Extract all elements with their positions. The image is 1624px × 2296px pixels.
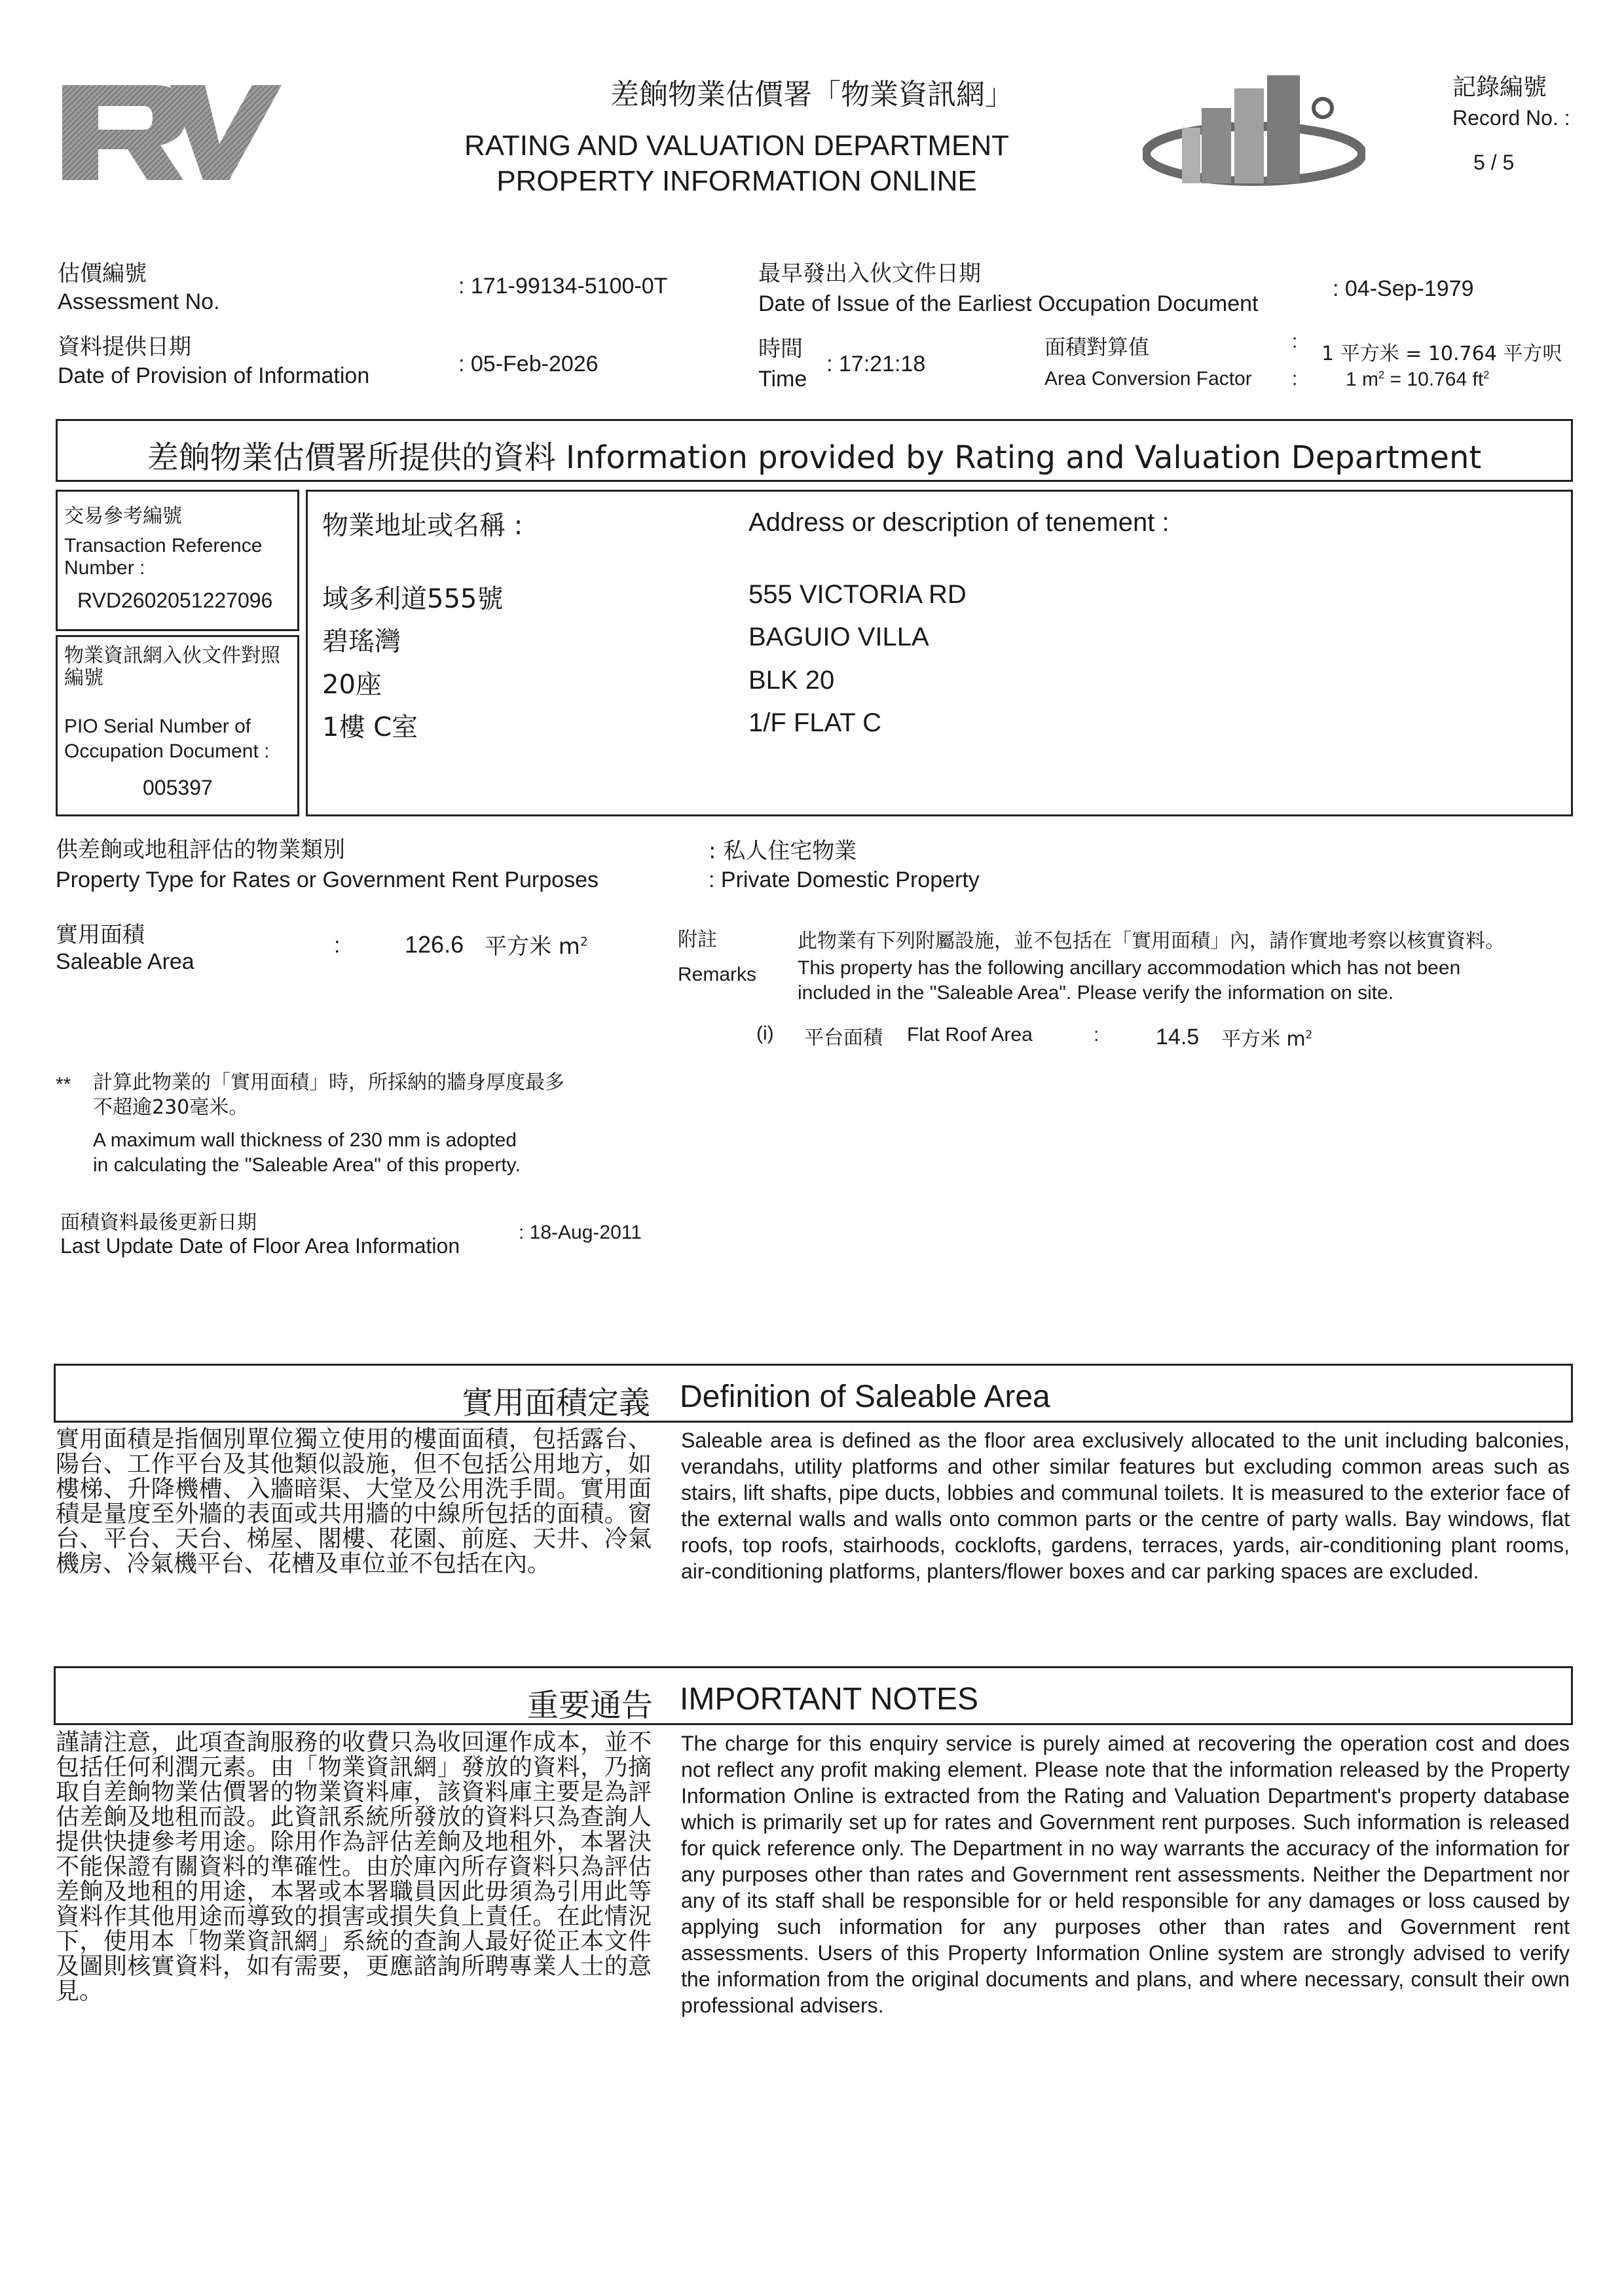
saleable-area-unit: 平方米 $m^2$ — [485, 934, 588, 960]
wall-note-marker: ** — [56, 1074, 71, 1095]
provision-date-label-en: Date of Provision of Information — [58, 363, 370, 388]
wall-note-zh-1: 計算此物業的「實用面積」時，所採納的牆身厚度最多 — [93, 1071, 564, 1094]
definition-heading-box — [54, 1364, 1573, 1423]
notes-heading-box — [54, 1666, 1573, 1725]
conversion-colon-1: : — [1292, 331, 1298, 352]
last-update-label-en: Last Update Date of Floor Area Information — [60, 1234, 460, 1258]
remarks-item-index: (i) — [756, 1023, 774, 1044]
record-number: 5 / 5 — [1473, 151, 1515, 174]
transaction-reference-number: RVD2602051227096 — [77, 589, 273, 612]
notes-text-zh: 謹請注意，此項查詢服務的收費只為收回運作成本，並不包括任何利潤元素。由「物業資訊網」發放的資料，乃摘取自差餉物業估價署的物業資料庫，該資料庫主要是為評估差餉及地租而設。此資訊系統所發放的資料只為查詢人提供快捷參考用途。除用作為評估差餉及地租外，本署決不能保證有關資料的準確性。由於庫內所存資料只為評估差餉及地租的用途，本署或本署職員因此毋須為引用此等資料作其他用途而導致的損害或損失負上責任。在此情況下，使用本「物業資訊網」系統的查詢人最好從正本文件及圖則核實資料，如有需要，更應諮詢所聘專業人士的意見。 — [56, 1729, 652, 2005]
transaction-reference-box — [56, 490, 299, 631]
info-banner — [56, 419, 1573, 482]
transaction-reference-label-zh: 交易參考編號 — [64, 505, 182, 528]
flat-roof-value: 14.5 — [1156, 1025, 1200, 1049]
flat-roof-label-en: Flat Roof Area — [907, 1024, 1033, 1046]
transaction-reference-label-en: Transaction Reference Number : — [64, 535, 263, 579]
saleable-area-label-en: Saleable Area — [56, 949, 194, 974]
flat-roof-colon: : — [1094, 1024, 1099, 1046]
remarks-text-en-1: This property has the following ancillary accommodation which has not been — [798, 957, 1461, 979]
property-type-label-zh: 供差餉或地租評估的物業類別 — [56, 837, 345, 863]
conversion-value-en: 1 $m^2 = 10.764$ $ft^2$ — [1346, 369, 1490, 390]
title-zh: 差餉物業估價署「物業資訊網」 — [610, 78, 1014, 111]
building-logo — [1143, 62, 1365, 193]
pio-serial-label-zh: 物業資訊網入伙文件對照編號 — [64, 644, 280, 689]
pio-serial-number: 005397 — [143, 776, 213, 799]
pio-serial-box — [56, 635, 299, 816]
assessment-number: : 171-99134-5100-0T — [458, 274, 668, 299]
definition-heading-zh: 實用面積定義 — [462, 1385, 651, 1421]
last-update-label-zh: 面積資料最後更新日期 — [60, 1211, 257, 1234]
address-line-en-2: BAGUIO VILLA — [748, 623, 929, 651]
assessment-label-en: Assessment No. — [58, 289, 220, 314]
time-label-zh: 時間 — [758, 336, 803, 362]
address-line-en-3: BLK 20 — [748, 666, 835, 695]
flat-roof-unit: 平方米 $m^2$ — [1221, 1028, 1313, 1051]
occupation-date-label-en: Date of Issue of the Earliest Occupation Document — [758, 291, 1259, 316]
address-line-zh-4: 1樓 C室 — [322, 712, 418, 742]
info-banner-title: 差餉物業估價署所提供的資料 Information provided by Rating and Valuation Department — [147, 439, 1482, 476]
property-type-value-en: : Private Domestic Property — [709, 867, 980, 892]
title-en-2: PROPERTY INFORMATION ONLINE — [496, 165, 977, 197]
provision-date-label-zh: 資料提供日期 — [58, 334, 191, 360]
address-label-en: Address or description of tenement : — [748, 508, 1170, 537]
remarks-label-en: Remarks — [678, 964, 757, 985]
wall-note-zh-2: 不超逾230毫米。 — [93, 1096, 249, 1119]
property-type-label-en: Property Type for Rates or Government Rent Purposes — [56, 867, 599, 892]
address-line-en-4: 1/F FLAT C — [748, 708, 882, 737]
provision-date: : 05-Feb-2026 — [458, 352, 599, 376]
occupation-date-label-zh: 最早發出入伙文件日期 — [758, 261, 981, 287]
notes-heading-zh: 重要通告 — [527, 1687, 654, 1724]
address-line-zh-3: 20座 — [322, 670, 382, 700]
time-value: : 17:21:18 — [826, 352, 926, 376]
pio-serial-label-en: PIO Serial Number of Occupation Document : — [64, 716, 270, 762]
property-type-value-zh: : 私人住宅物業 — [709, 838, 857, 864]
title-en-1: RATING AND VALUATION DEPARTMENT — [464, 130, 1010, 162]
address-box — [306, 490, 1573, 816]
time-label-en: Time — [758, 367, 807, 392]
address-line-en-1: 555 VICTORIA RD — [748, 580, 967, 609]
remarks-text-en-2: included in the "Saleable Area". Please verify the information on site. — [798, 982, 1394, 1004]
saleable-area-label-zh: 實用面積 — [56, 922, 145, 948]
conversion-colon-2: : — [1292, 368, 1298, 390]
record-label-zh: 記錄編號 — [1452, 74, 1547, 101]
address-line-zh-2: 碧瑤灣 — [322, 627, 401, 657]
remarks-text-zh: 此物業有下列附屬設施，並不包括在「實用面積」內，請作實地考察以核實資料。 — [798, 930, 1505, 953]
assessment-label-zh: 估價編號 — [58, 261, 147, 287]
occupation-date: : 04-Sep-1979 — [1333, 276, 1474, 301]
definition-text-zh: 實用面積是指個別單位獨立使用的樓面面積，包括露台、陽台、工作平台及其他類似設施，但不包括公用地方，如樓梯、升降機槽、入牆暗渠、大堂及公用洗手間。實用面積是量度至外牆的表面或共用牆的中線所包括的面積。窗台、平台、天台、梯屋、閣樓、花園、前庭、天井、冷氣機房、冷氣機平台、花槽及車位並不包括在內。 — [56, 1426, 652, 1577]
saleable-area-value: 126.6 — [405, 931, 464, 958]
conversion-label-en: Area Conversion Factor — [1044, 368, 1252, 390]
remarks-label-zh: 附註 — [678, 928, 717, 951]
flat-roof-label-zh: 平台面積 — [804, 1027, 883, 1049]
last-update-date: : 18-Aug-2011 — [519, 1222, 642, 1243]
saleable-area-colon: : — [334, 933, 341, 958]
notes-heading-en: IMPORTANT NOTES — [680, 1682, 979, 1717]
wall-note-en-1: A maximum wall thickness of 230 mm is adopted — [93, 1129, 517, 1151]
definition-heading-en: Definition of Saleable Area — [680, 1379, 1050, 1414]
conversion-value-zh: 1 平方米 = 10.764 平方呎 — [1321, 342, 1562, 365]
record-label-en: Record No. : — [1452, 106, 1570, 130]
wall-note-en-2: in calculating the "Saleable Area" of this property. — [93, 1154, 521, 1176]
conversion-label-zh: 面積對算值 — [1044, 335, 1150, 359]
address-line-zh-1: 域多利道555號 — [322, 584, 504, 614]
address-label-zh: 物業地址或名稱 : — [322, 511, 523, 541]
notes-text-en: The charge for this enquiry service is purely aimed at recovering the operation cost and does not reflect any profit making element. Please note that the information released by the Property Information Online is extracted from the Rating and Valuation Department's property database which is primarily set up for rates and Government rent purposes. Such information is released for quick reference only. The Department in no way warrants the accuracy of the information for any purposes other than rates and Government rent assessments. Neither the Department nor any of its staff shall be responsible for or held responsible for any damages or loss caused by applying such information for any purposes other than rates and Government rent assessments. Users of this Property Information Online system are strongly advised to verify the information from the original documents and plans, and where necessary, consult their own professional advisers. — [681, 1732, 1570, 2017]
definition-text-en: Saleable area is defined as the floor area exclusively allocated to the unit including balconies, verandahs, utility platforms and other similar features but excluding common areas such as stairs, lift shafts, pipe ducts, lobbies and communal toilets. It is measured to the exterior face of the external walls and walls onto common parts or the centre of party walls. Bay windows, flat roofs, top roofs, stairhoods, cockloft​s, gardens, terraces, yards, air-conditioning plant rooms, air-conditioning platforms, planters/flower boxes and car parking spaces are excluded. — [681, 1429, 1570, 1583]
